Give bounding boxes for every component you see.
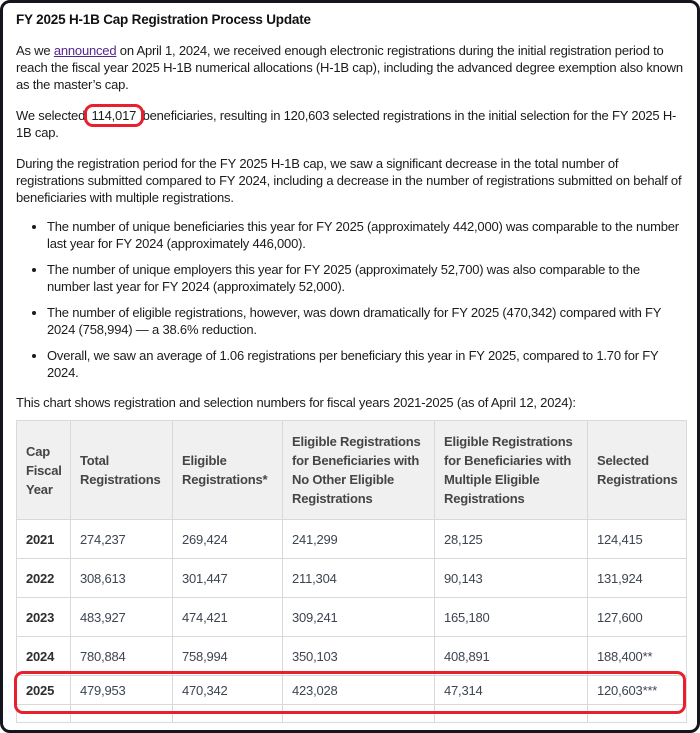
- paragraph-selected-count: [16, 107, 684, 141]
- column-header: Selected Registrations: [588, 421, 687, 520]
- column-header: Eligible Registrations for Beneficiaries with Multiple Eligible Registrations: [435, 421, 588, 520]
- paragraph-text: on April 1, 2024, we received enough electronic registrations during the initial registration period to reach the fiscal year 2025 H-1B numerical allocations (H-1B cap), including the advanced degree exemption also known as the master’s cap.: [16, 43, 683, 92]
- value-cell: 408,891: [435, 637, 588, 676]
- value-cell: 269,424: [173, 520, 283, 559]
- paragraph-decrease: During the registration period for the FY 2025 H-1B cap, we saw a significant decrease in the total number of registrations submitted compared to FY 2024, including a decrease in the number of registrations submitted on behalf of beneficiaries with multiple registrations.: [16, 156, 682, 205]
- summary-bullet-list: [16, 218, 684, 381]
- value-cell: 470,342: [173, 676, 283, 705]
- list-item: • The number of unique beneficiaries this year for FY 2025 (approximately 442,000) was comparable to the number last year for FY 2024 (approximately 446,000).: [47, 218, 684, 252]
- value-cell: 483,927: [71, 598, 173, 637]
- column-header: Eligible Registrations for Beneficiaries with No Other Eligible Registrations: [283, 421, 435, 520]
- list-item: • Overall, we saw an average of 1.06 registrations per beneficiary this year in FY 2025, compared to 1.70 for FY 2024.: [47, 347, 684, 381]
- table-row: [17, 520, 687, 559]
- year-cell: 2022: [17, 559, 71, 598]
- announced-link[interactable]: announced: [53, 43, 117, 58]
- year-cell: 2025: [17, 676, 71, 705]
- value-cell: 165,180: [435, 598, 588, 637]
- value-cell: 127,600: [588, 598, 687, 637]
- value-cell: 780,884: [71, 637, 173, 676]
- table-header-row: [17, 421, 687, 520]
- empty-cell: [588, 705, 687, 723]
- paragraph-text: beneficiaries, resulting in 120,603 selected registrations in the initial selection for the FY 2025 H-1B cap.: [16, 108, 677, 140]
- value-cell: 211,304: [283, 559, 435, 598]
- paragraph-text: We selected: [16, 108, 89, 123]
- paragraph-announcement: [16, 42, 684, 93]
- value-cell: 474,421: [173, 598, 283, 637]
- table-row: [17, 598, 687, 637]
- year-cell: 2021: [17, 520, 71, 559]
- year-cell: 2023: [17, 598, 71, 637]
- value-cell: 423,028: [283, 676, 435, 705]
- column-header: Cap Fiscal Year: [17, 421, 71, 520]
- value-cell: 301,447: [173, 559, 283, 598]
- empty-cell: [173, 705, 283, 723]
- registrations-table: [16, 420, 687, 723]
- table-row: [17, 559, 687, 598]
- table-row-highlighted: [17, 676, 687, 705]
- paragraph-text: As we: [16, 43, 54, 58]
- value-cell: 28,125: [435, 520, 588, 559]
- empty-cell: [435, 705, 588, 723]
- value-cell: 90,143: [435, 559, 588, 598]
- value-cell: 124,415: [588, 520, 687, 559]
- list-item: • The number of eligible registrations, however, was down dramatically for FY 2025 (470,342) compared with FY 2024 (758,994) — a 38.6% reduction.: [47, 304, 684, 338]
- table-row: [17, 637, 687, 676]
- value-cell: 274,237: [71, 520, 173, 559]
- column-header: Total Registrations: [71, 421, 173, 520]
- list-item: • The number of unique employers this year for FY 2025 (approximately 52,700) was also comparable to the number last year for FY 2024 (approximately 52,000).: [47, 261, 684, 295]
- empty-cell: [283, 705, 435, 723]
- value-cell: 47,314: [435, 676, 588, 705]
- page-title: FY 2025 H-1B Cap Registration Process Update: [16, 12, 311, 27]
- table-row-partial: [17, 705, 687, 723]
- circled-value-annotation: 114,017: [84, 104, 145, 127]
- value-cell: 758,994: [173, 637, 283, 676]
- value-cell: 479,953: [71, 676, 173, 705]
- empty-cell: [71, 705, 173, 723]
- value-cell: 309,241: [283, 598, 435, 637]
- column-header: Eligible Registrations*: [173, 421, 283, 520]
- empty-cell: [17, 705, 71, 723]
- value-cell: 131,924: [588, 559, 687, 598]
- value-cell: 188,400**: [588, 637, 687, 676]
- value-cell: 350,103: [283, 637, 435, 676]
- value-cell: 308,613: [71, 559, 173, 598]
- registrations-table-container: [16, 420, 684, 723]
- value-cell: 241,299: [283, 520, 435, 559]
- year-cell: 2024: [17, 637, 71, 676]
- value-cell: 120,603***: [588, 676, 687, 705]
- table-intro: This chart shows registration and selection numbers for fiscal years 2021-2025 (as of April 12, 2024):: [16, 395, 576, 410]
